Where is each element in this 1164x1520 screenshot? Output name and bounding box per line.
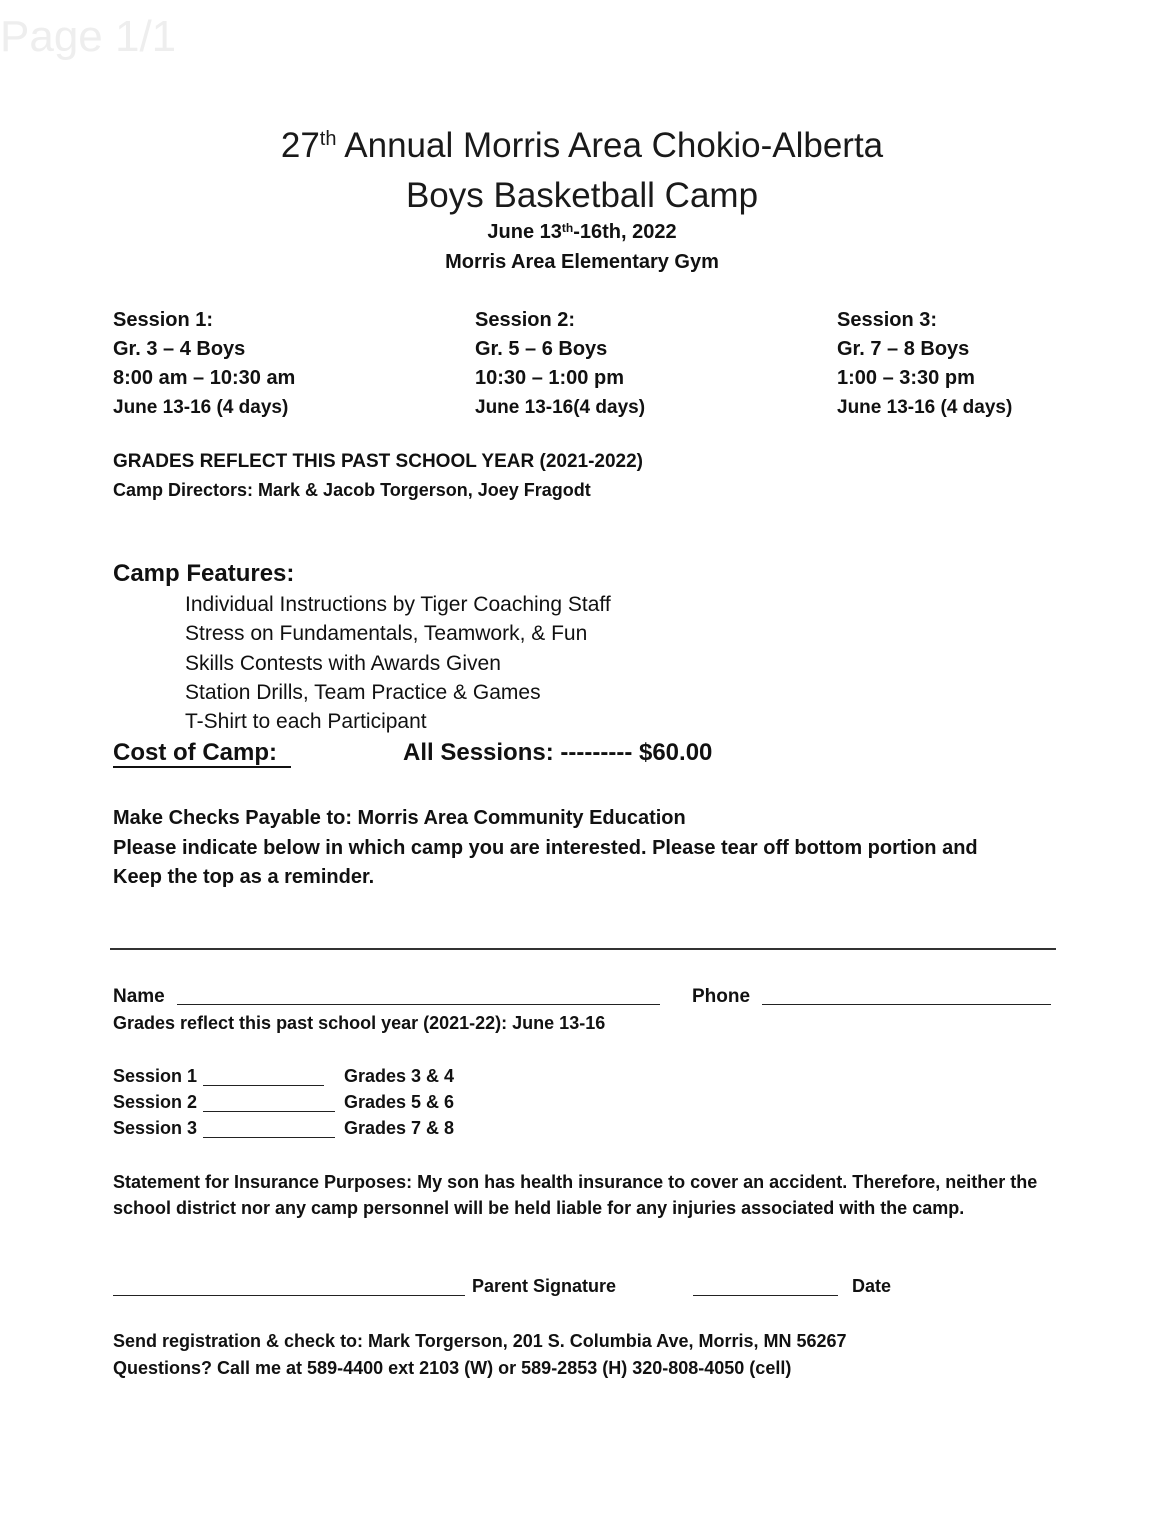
camp-dates — [0, 221, 1164, 244]
contact-phone-numbers: Questions? Call me at 589-4400 ext 2103 (W) or 589-2853 (H) 320-808-4050 (cell) — [113, 1358, 792, 1378]
name-label: Name — [113, 986, 165, 1007]
camp-location: Morris Area Elementary Gym — [445, 251, 719, 273]
instructions-keep: Keep the top as a reminder. — [113, 866, 375, 888]
session-3-block — [837, 306, 1012, 422]
camp-directors: Camp Directors: Mark & Jacob Torgerson, Joey Fragodt — [113, 480, 591, 500]
cost-label-text: Cost of Camp: — [113, 739, 291, 768]
tear-off-line — [110, 948, 1056, 950]
camp-subtitle: Boys Basketball Camp — [405, 176, 759, 215]
session-3-field[interactable] — [203, 1137, 335, 1138]
feature-item: Skills Contests with Awards Given — [185, 651, 501, 675]
instructions-checks: Make Checks Payable to: Morris Area Community Education — [113, 807, 686, 829]
parent-signature-field[interactable] — [113, 1295, 465, 1296]
camp-title — [0, 126, 1164, 166]
parent-signature-label: Parent Signature — [472, 1276, 617, 1296]
dates-end: -16th, 2022 — [573, 221, 677, 243]
phone-label: Phone — [692, 986, 751, 1007]
session-1-block — [113, 306, 295, 422]
date-field[interactable] — [693, 1295, 838, 1296]
dates-start: June 13 — [487, 221, 562, 243]
session-1-name: Session 1: — [113, 309, 214, 331]
session-2-field[interactable] — [203, 1111, 335, 1112]
session-3-row-label: Session 3 — [113, 1118, 198, 1138]
feature-item: T-Shirt to each Participant — [185, 710, 427, 734]
session-2-grades: Gr. 5 – 6 Boys — [475, 338, 608, 360]
page-indicator: Page 1/1 — [0, 12, 177, 61]
session-3-days: June 13-16 (4 days) — [837, 397, 1013, 418]
phone-field[interactable] — [762, 1004, 1051, 1005]
date-label: Date — [852, 1276, 892, 1296]
feature-item: Individual Instructions by Tiger Coaching Staff — [185, 593, 611, 616]
session-1-row-label: Session 1 — [113, 1066, 198, 1086]
title-text: Annual Morris Area Chokio-Alberta — [336, 126, 884, 165]
session-2-row-grades: Grades 5 & 6 — [344, 1092, 455, 1112]
session-2-block — [475, 306, 645, 422]
features-list — [185, 590, 611, 736]
insurance-statement: Statement for Insurance Purposes: My son has health insurance to cover an accident. Therefore, neither the school district nor any camp personnel will be held liable for any injuries associated with the camp. — [113, 1172, 1038, 1218]
session-1-grades: Gr. 3 – 4 Boys — [113, 338, 246, 360]
session-2-name: Session 2: — [475, 309, 576, 331]
session-3-time: 1:00 – 3:30 pm — [837, 367, 975, 389]
cost-label — [113, 739, 291, 767]
feature-item: Station Drills, Team Practice & Games — [185, 680, 541, 704]
dates-ordinal: th — [561, 221, 574, 235]
session-3-grades: Gr. 7 – 8 Boys — [837, 338, 970, 360]
session-2-days: June 13-16(4 days) — [475, 397, 646, 418]
session-1-field[interactable] — [203, 1085, 324, 1086]
session-2-time: 10:30 – 1:00 pm — [475, 367, 624, 389]
session-1-row-grades: Grades 3 & 4 — [344, 1066, 455, 1086]
cost-value: All Sessions: --------- $60.00 — [403, 739, 713, 766]
send-registration-address: Send registration & check to: Mark Torgerson, 201 S. Columbia Ave, Morris, MN 56267 — [113, 1331, 847, 1351]
name-field[interactable] — [177, 1004, 660, 1005]
title-number: 27 — [280, 126, 320, 165]
session-1-days: June 13-16 (4 days) — [113, 397, 289, 418]
feature-item: Stress on Fundamentals, Teamwork, & Fun — [185, 622, 588, 646]
instructions-indicate: Please indicate below in which camp you are interested. Please tear off bottom portion and — [113, 836, 978, 859]
footer — [113, 1328, 847, 1382]
session-3-row-grades: Grades 7 & 8 — [344, 1118, 455, 1138]
instructions — [113, 804, 978, 893]
grades-note: GRADES REFLECT THIS PAST SCHOOL YEAR (2021-2022) — [113, 451, 644, 472]
session-3-name: Session 3: — [837, 309, 938, 331]
title-ordinal: th — [319, 128, 337, 150]
form-grades-note: Grades reflect this past school year (2021-22): June 13-16 — [113, 1013, 606, 1033]
session-2-row-label: Session 2 — [113, 1092, 198, 1112]
features-heading: Camp Features: — [113, 560, 295, 587]
session-1-time: 8:00 am – 10:30 am — [113, 367, 296, 389]
